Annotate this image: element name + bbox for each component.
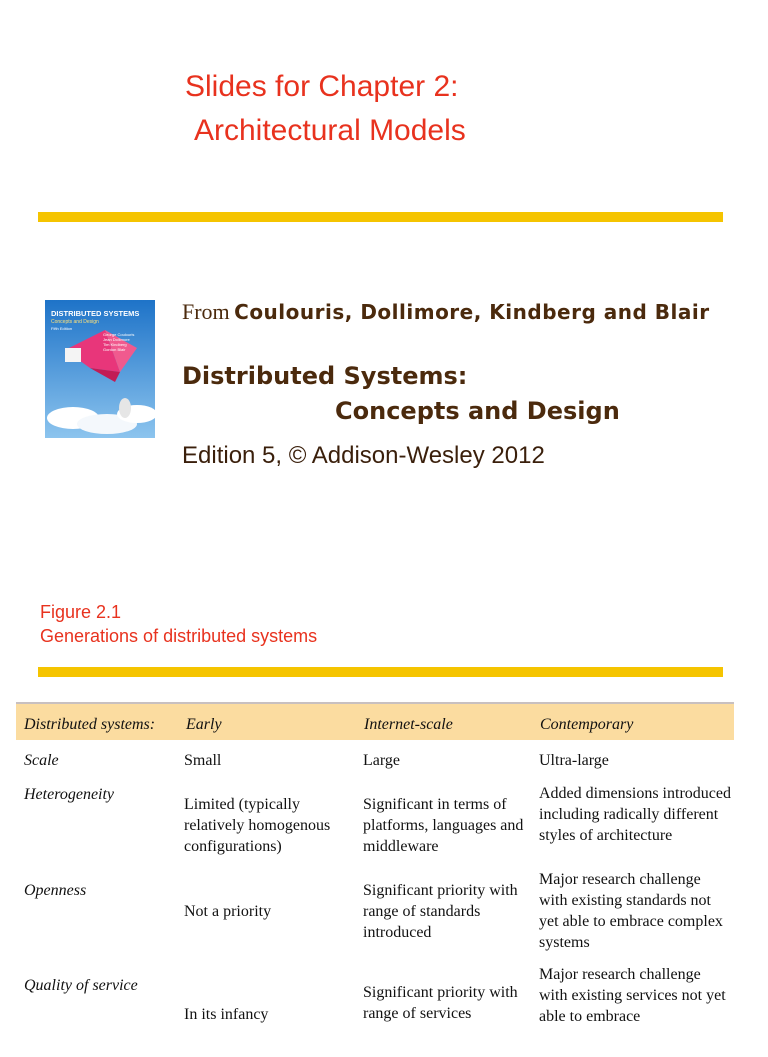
table-row — [16, 967, 734, 1057]
cell-contemporary: Ultra-large — [539, 752, 609, 769]
cover-subtitle: Concepts and Design — [51, 319, 99, 325]
book-authors: Coulouris, Dollimore, Kindberg and Blair — [234, 300, 710, 324]
figure-caption: Generations of distributed systems — [40, 626, 318, 646]
book-title-line1: Distributed Systems: — [182, 362, 468, 390]
figure-divider — [38, 667, 723, 677]
cover-authors — [103, 332, 134, 352]
slide-title-line2: Architectural Models — [194, 114, 466, 147]
cover-author: Gordon Blair — [103, 347, 126, 352]
cell-internet-scale: Significant priority with range of standards introduced — [363, 882, 518, 941]
book-credit — [182, 297, 722, 330]
row-label: Quality of service — [24, 977, 138, 994]
from-word: From — [182, 299, 230, 324]
cell-contemporary: Major research challenge with existing standards not yet able to embrace complex systems — [539, 871, 723, 951]
cell-internet-scale: Significant priority with range of services — [363, 984, 518, 1022]
header-contemporary: Contemporary — [540, 716, 634, 733]
cell-early: Not a priority — [184, 903, 272, 920]
edition-text: Edition 5, © Addison-Wesley 2012 — [182, 442, 545, 469]
book-cover-image — [45, 300, 155, 438]
book-title-line2: Concepts and Design — [335, 397, 620, 425]
cell-early: Small — [184, 752, 222, 769]
header-distributed-systems: Distributed systems: — [24, 716, 156, 733]
row-label: Heterogeneity — [24, 786, 115, 803]
cover-author: George Coulouris — [103, 332, 135, 337]
table-header-row — [16, 704, 734, 740]
generations-table — [16, 702, 734, 1057]
slide-title-line1: Slides for Chapter 2: — [185, 70, 459, 103]
header-internet-scale: Internet-scale — [364, 716, 453, 733]
header-early: Early — [186, 716, 222, 733]
row-label: Openness — [24, 882, 87, 899]
table-row — [16, 740, 734, 776]
cell-internet-scale: Significant in terms of platforms, languages and middleware — [363, 796, 524, 855]
figure-number: Figure 2.1 — [40, 602, 122, 622]
cover-edition: Fifth Edition — [51, 326, 73, 331]
cover-author: Tim Kindberg — [103, 342, 127, 347]
cell-contemporary: Added dimensions introduced including radically different styles of architecture — [539, 785, 731, 844]
cover-title: DISTRIBUTED SYSTEMS — [51, 309, 140, 318]
cell-contemporary: Major research challenge with existing services not yet able to embrace — [539, 966, 726, 1025]
table-row — [16, 776, 734, 872]
table-row — [16, 872, 734, 967]
cell-internet-scale: Large — [363, 752, 401, 769]
cover-author: Jean Dollimore — [103, 337, 130, 342]
cell-early: Limited (typically relatively homogenous configurations) — [184, 796, 331, 855]
cell-early: In its infancy — [184, 1006, 269, 1023]
title-divider — [38, 212, 723, 222]
row-label: Scale — [24, 752, 59, 769]
